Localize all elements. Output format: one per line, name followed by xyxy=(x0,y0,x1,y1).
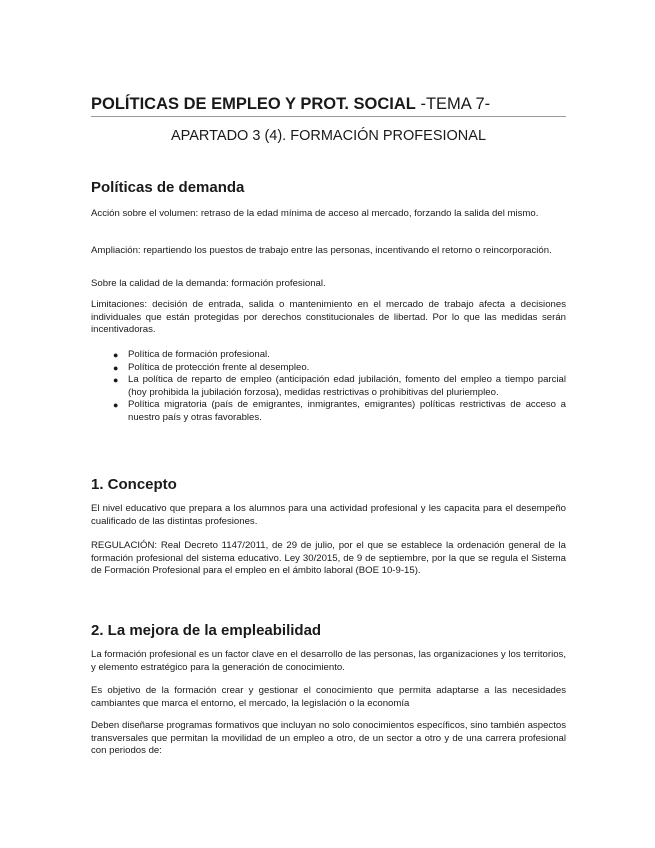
paragraph: Limitaciones: decisión de entrada, salida o mantenimiento en el mercado de trabajo afecta a decisiones individuales que están protegidas por derechos constitucionales de libertad. Por lo que las medidas serán incentivadoras. xyxy=(91,299,566,336)
bullet-icon: ● xyxy=(113,362,119,373)
paragraph: REGULACIÓN: Real Decreto 1147/2011, de 29 de julio, por el que se establece la ordenación general de la formación profesional del sistema educativo. Ley 30/2015, de 9 de septiembre, por la que se regula el Sistema de Formación Profesional para el empleo en el ámbito laboral (BOE 10-9-15). xyxy=(91,540,566,577)
paragraph: Deben diseñarse programas formativos que incluyan no solo conocimientos específicos, sino también aspectos transversales que permitan la movilidad de un empleo a otro, de un sector a otro y de una carrera profesional con periodos de: xyxy=(91,720,566,757)
bullet-icon: ● xyxy=(113,400,119,411)
title-rest: -TEMA 7- xyxy=(415,95,491,113)
heading-concepto: 1. Concepto xyxy=(91,476,177,493)
demanda-p1 xyxy=(91,208,566,221)
concepto-p1 xyxy=(91,503,566,528)
list-item: ● La política de reparto de empleo (anticipación edad jubilación, fomento del empleo a tiempo parcial (hoy prohibida la jubilación forzosa), medidas restrictivas o prohibitivas del pluriempleo. xyxy=(113,374,566,398)
title-bold: POLÍTICAS DE EMPLEO Y PROT. SOCIAL xyxy=(91,95,416,113)
list-item: ● Política de protección frente al desempleo. xyxy=(113,361,310,373)
demanda-p4 xyxy=(91,299,566,337)
section-concepto xyxy=(91,476,566,494)
mejora-p1 xyxy=(91,649,566,674)
section-mejora xyxy=(91,622,566,640)
demanda-bullet-list xyxy=(91,349,566,425)
paragraph: Acción sobre el volumen: retraso de la edad mínima de acceso al mercado, forzando la salida del mismo. xyxy=(91,208,539,219)
list-item: ● Política migratoria (país de emigrantes, inmigrantes, emigrantes) políticas restrictivas de acceso a nuestro país y otras favorables. xyxy=(113,399,566,423)
document-title xyxy=(91,94,566,117)
heading-demanda: Políticas de demanda xyxy=(91,179,245,196)
demanda-p3 xyxy=(91,278,566,291)
document-subtitle: APARTADO 3 (4). FORMACIÓN PROFESIONAL xyxy=(170,128,487,144)
section-demanda xyxy=(91,179,566,197)
heading-mejora: 2. La mejora de la empleabilidad xyxy=(91,622,322,639)
paragraph: Ampliación: repartiendo los puestos de trabajo entre las personas, incentivando el retorno o reincorporación. xyxy=(91,245,552,256)
paragraph: Sobre la calidad de la demanda: formación profesional. xyxy=(91,278,326,289)
paragraph: El nivel educativo que prepara a los alumnos para una actividad profesional y les capacita para el desempeño cualificado de las distintas profesiones. xyxy=(91,503,566,527)
mejora-p3 xyxy=(91,720,566,758)
list-item: ● Política de formación profesional. xyxy=(113,349,270,360)
bullet-icon: ● xyxy=(113,350,119,360)
bullet-icon: ● xyxy=(113,375,119,386)
paragraph: La formación profesional es un factor clave en el desarrollo de las personas, las organizaciones y los territorios, y elemento estratégico para la generación de conocimiento. xyxy=(91,649,566,673)
paragraph: Es objetivo de la formación crear y gestionar el conocimiento que permita adaptarse a las necesidades cambiantes que marca el entorno, el mercado, la legislación o la economía xyxy=(91,685,566,709)
demanda-p2 xyxy=(91,245,566,258)
concepto-p2 xyxy=(91,540,566,578)
mejora-p2 xyxy=(91,685,566,710)
